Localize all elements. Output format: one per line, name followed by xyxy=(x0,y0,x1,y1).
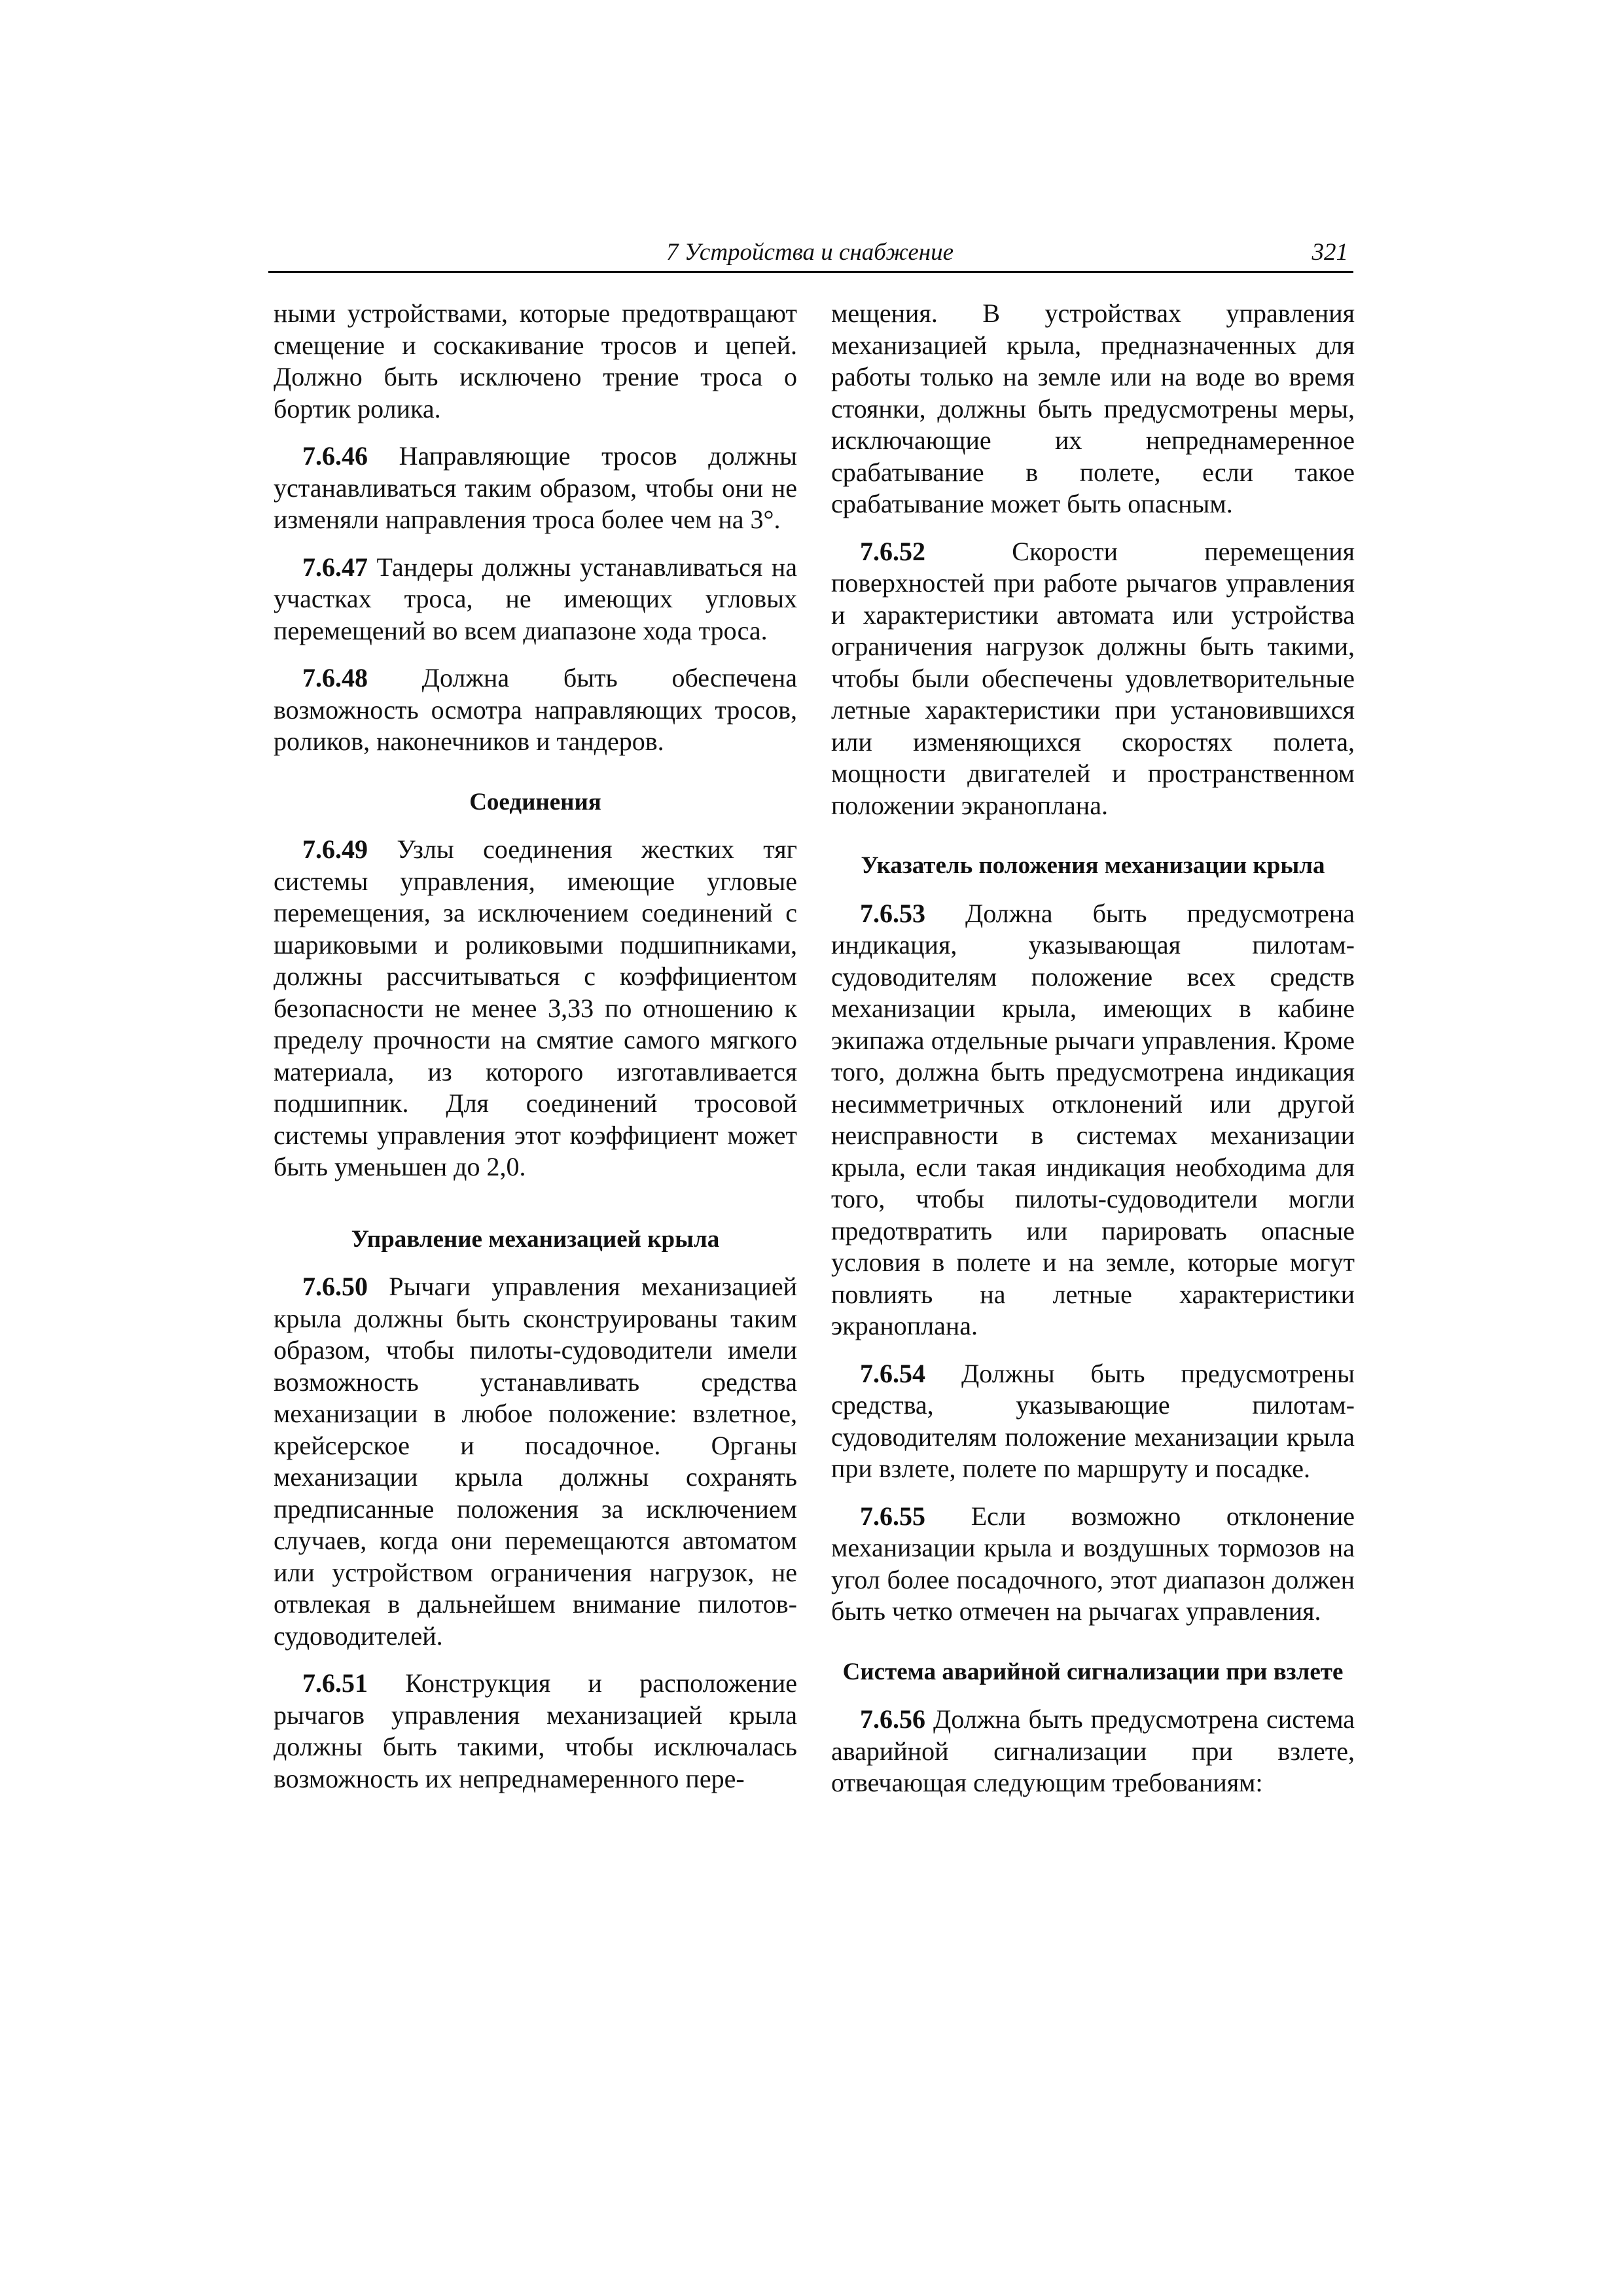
clause-text: Тандеры должны устанавливаться на участках троса, не имеющих угловых перемещений во всем диапазоне хода троса. xyxy=(274,552,797,645)
section-heading-mechanization-indicator: Указатель положения механизации крыла xyxy=(861,852,1325,879)
paragraph-7-6-51 xyxy=(274,1668,797,1795)
clause-number: 7.6.50 xyxy=(302,1272,368,1301)
clause-text: Должна быть обеспечена возможность осмотра направляющих тросов, роликов, наконечников и тандеров. xyxy=(274,663,797,756)
clause-number: 7.6.48 xyxy=(302,663,368,692)
clause-text: Узлы соединения жестких тяг системы управления, имеющие угловые перемещения, за исключением соединений с шариковыми и роликовыми подшипниками, должны рассчитываться с коэффициентом безопасности не менее 3,33 по отношению к пределу прочности на смятие самого мягкого материала, из которого изготавливается подшипник. Для соединений тросовой системы управления этот коэффициент может быть уменьшен до 2,0. xyxy=(274,834,797,1181)
paragraph-7-6-55 xyxy=(831,1501,1355,1628)
paragraph-7-6-54 xyxy=(831,1358,1355,1485)
section-heading-connections: Соединения xyxy=(469,788,601,816)
clause-text: Должна быть предусмотрена система аварийной сигнализации при взлете, отвечающая следующим требованиям: xyxy=(831,1704,1355,1797)
paragraph-continued: ными устройствами, которые предотвращают смещение и соскакивание тросов и цепей. Должно быть исключено трение троса о бортик ролика. xyxy=(274,298,797,423)
clause-text: Направляющие тросов должны устанавливаться таким образом, чтобы они не изменяли направления троса более чем на 3°. xyxy=(274,441,797,534)
paragraph-7-6-47 xyxy=(274,552,797,647)
clause-text: Рычаги управления механизацией крыла должны быть сконструированы таким образом, чтобы пилоты-судоводители имели возможность устанавливать средства механизации в любое положение: взлетное, крейсерское и посадочное. Органы механизации крыла должны сохранять предписанные положения за исключением случаев, когда они перемещаются автоматом или устройством ограничения нагрузок, не отвлекая в дальнейшем внимание пилотов-судоводителей. xyxy=(274,1272,797,1651)
clause-text: Конструкция и расположение рычагов управления механизацией крыла должны быть такими, чтобы исключалась возможность их непреднамеренного пере- xyxy=(274,1668,797,1793)
paragraph-7-6-48 xyxy=(274,662,797,758)
clause-number: 7.6.51 xyxy=(302,1668,368,1698)
clause-text: Должна быть предусмотрена индикация, указывающая пилотам-судоводителям положение всех средств механизации крыла, имеющих в кабине экипажа отдельные рычаги управления. Кроме того, должна быть предусмотрена индикация несимметричных отклонений или другой неисправности в системах механизации крыла, если такая индикация необходима для того, чтобы пилоты-судоводители могли предотвратить или парировать опасные условия в полете и на земле, которые могут повлиять на летные характеристики экраноплана. xyxy=(831,898,1355,1340)
paragraph-7-6-46 xyxy=(274,440,797,536)
paragraph-7-6-49 xyxy=(274,834,797,1183)
clause-number: 7.6.52 xyxy=(860,536,925,566)
left-column xyxy=(274,298,797,1810)
right-column xyxy=(831,298,1355,1815)
paragraph-7-6-56 xyxy=(831,1704,1355,1799)
clause-number: 7.6.55 xyxy=(860,1501,925,1531)
page-number: 321 xyxy=(1311,239,1348,266)
section-heading-takeoff-warning-system: Система аварийной сигнализации при взлете xyxy=(842,1658,1344,1685)
clause-text: Должны быть предусмотрены средства, указывающие пилотам-судоводителям положение механизации крыла при взлете, полете по маршруту и посадке. xyxy=(831,1358,1355,1483)
clause-text: Скорости перемещения поверхностей при работе рычагов управления и характеристики автомата или устройства ограничения нагрузок должны быть такими, чтобы были обеспечены удовлетворительные летные характеристики при установившихся или изменяющихся скоростях полета, мощности двигателей и пространственном положении экраноплана. xyxy=(831,536,1355,820)
paragraph-7-6-52 xyxy=(831,536,1355,822)
running-header xyxy=(268,237,1353,273)
paragraph-continued: мещения. В устройствах управления механизацией крыла, предназначенных для работы только на земле или на воде во время стоянки, должны быть предусмотрены меры, исключающие их непреднамеренное срабатывание в полете, если такое срабатывание может быть опасным. xyxy=(831,298,1355,518)
clause-number: 7.6.49 xyxy=(302,834,368,864)
clause-number: 7.6.53 xyxy=(860,898,925,928)
section-heading-wing-mechanization-control: Управление механизацией крыла xyxy=(351,1225,720,1253)
paragraph-7-6-50 xyxy=(274,1271,797,1652)
clause-text: Если возможно отклонение механизации крыла и воздушных тормозов на угол более посадочного, этот диапазон должен быть четко отмечен на рычагах управления. xyxy=(831,1501,1355,1626)
clause-number: 7.6.46 xyxy=(302,441,368,471)
header-title: 7 Устройства и снабжение xyxy=(666,239,954,266)
clause-number: 7.6.54 xyxy=(860,1358,925,1388)
paragraph-7-6-53 xyxy=(831,898,1355,1342)
clause-number: 7.6.47 xyxy=(302,552,368,582)
clause-number: 7.6.56 xyxy=(860,1704,925,1734)
